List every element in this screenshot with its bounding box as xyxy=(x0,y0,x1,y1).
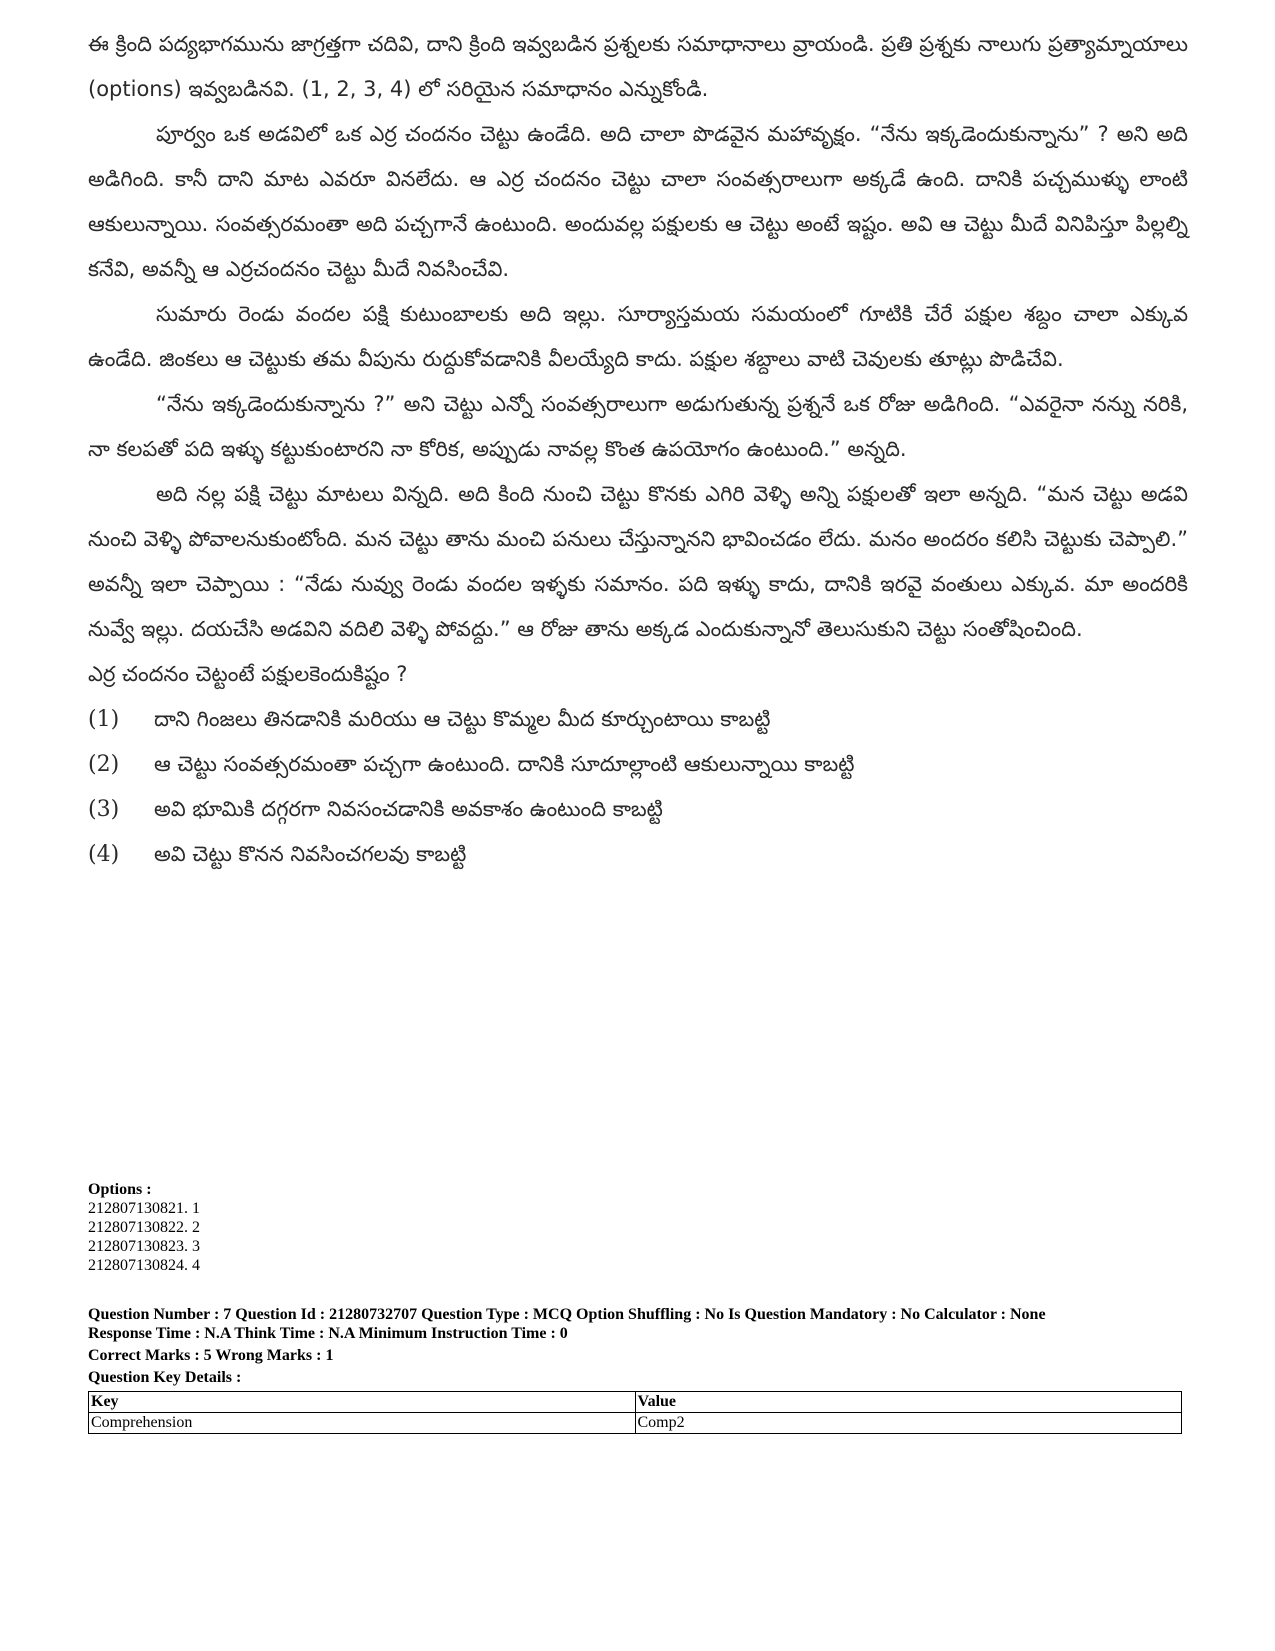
response-time-line: Response Time : N.A Think Time : N.A Minimum Instruction Time : 0 xyxy=(88,1325,568,1342)
option-id: 212807130824. 4 xyxy=(88,1257,200,1274)
answer-choice xyxy=(88,697,1188,742)
table-cell: Comprehension xyxy=(89,1413,636,1434)
answer-choice xyxy=(88,787,1188,832)
choice-text: ఆ చెట్టు సంవత్సరమంతా పచ్చగా ఉంటుంది. దానికి సూదూల్లాంటి ఆకులున్నాయి కాబట్టి xyxy=(154,752,855,776)
telugu-passage-image xyxy=(88,22,1188,877)
option-id: 212807130822. 2 xyxy=(88,1219,200,1236)
option-id: 212807130821. 1 xyxy=(88,1200,200,1217)
table-row xyxy=(89,1413,1182,1434)
story-paragraph: “నేను ఇక్కడెందుకున్నాను ?” అని చెట్టు ఎన్నో సంవత్సరాలుగా అడుగుతున్న ప్రశ్ననే ఒక రోజు అడిగింది. “ఎవరైనా నన్ను నరికి, నా కలపతో పది ఇళ్ళు కట్టుకుంటారని నా కోరిక, అప్పుడు నావల్ల కొంత ఉపయోగం ఉంటుంది.” అన్నది. xyxy=(88,392,1188,461)
question-info-line: Question Number : 7 Question Id : 21280732707 Question Type : MCQ Option Shuffling : No Is Question Mandatory : No Calculator : None xyxy=(88,1306,1046,1323)
answer-choice xyxy=(88,832,1188,877)
table-header-row xyxy=(89,1392,1182,1413)
choice-text: అవి భూమికి దగ్గరగా నివసంచడానికి అవకాశం ఉంటుంది కాబట్టి xyxy=(154,797,663,821)
story-paragraph: పూర్వం ఒక అడవిలో ఒక ఎర్ర చందనం చెట్టు ఉండేది. అది చాలా పొడవైన మహావృక్షం. “నేను ఇక్కడెందుకున్నాను” ? అని అది అడిగింది. కానీ దాని మాట ఎవరూ వినలేదు. ఆ ఎర్ర చందనం చెట్టు చాలా సంవత్సరాలుగా అక్కడే ఉంది. దానికి పచ్చముళ్ళు లాంటి ఆకులున్నాయి. సంవత్సరమంతా అది పచ్చగానే ఉంటుంది. అందువల్ల పక్షులకు ఆ చెట్టు అంటే ఇష్టం. అవి ఆ చెట్టు మీదే వినిపిస్తూ పిల్లల్ని కనేవి, అవన్నీ ఆ ఎర్రచందనం చెట్టు మీదే నివసించేవి. xyxy=(88,122,1188,281)
question-metadata xyxy=(88,1180,1198,1434)
choice-number: (2) xyxy=(88,752,120,777)
choice-text: అవి చెట్టు కొనన నివసించగలవు కాబట్టి xyxy=(154,842,467,866)
key-details-label: Question Key Details : xyxy=(88,1369,242,1386)
choice-number: (1) xyxy=(88,707,120,732)
instruction-text: ఈ క్రింది పద్యభాగమును జాగ్రత్తగా చదివి, దాని క్రింది ఇవ్వబడిన ప్రశ్నలకు సమాధానాలు వ్రాయండి. ప్రతి ప్రశ్నకు నాలుగు ప్రత్యామ్నాయాలు (options) ఇవ్వబడినవి. (1, 2, 3, 4) లో సరియైన సమాధానం ఎన్నుకోండి. xyxy=(88,32,1188,101)
question-text: ఎర్ర చందనం చెట్టంటే పక్షులకెందుకిష్టం ? xyxy=(88,662,408,686)
story-paragraph: అది నల్ల పక్షి చెట్టు మాటలు విన్నది. అది కింది నుంచి చెట్టు కొనకు ఎగిరి వెళ్ళి అన్ని పక్షులతో ఇలా అన్నది. “మన చెట్టు అడవి నుంచి వెళ్ళి పోవాలనుకుంటోంది. మన చెట్టు తాను మంచి పనులు చేస్తున్నానని భావించడం లేదు. మనం అందరం కలిసి చెట్టుకు చెప్పాలి.” అవన్నీ ఇలా చెప్పాయి : “నేడు నువ్వు రెండు వందల ఇళ్ళకు సమానం. పది ఇళ్ళు కాదు, దానికి ఇరవై వంతులు ఎక్కువ. మా అందరికి నువ్వే ఇల్లు. దయచేసి అడవిని వదిలి వెళ్ళి పోవద్దు.” ఆ రోజు తాను అక్కడ ఎందుకున్నానో తెలుసుకుని చెట్టు సంతోషించింది. xyxy=(88,482,1188,641)
choice-number: (3) xyxy=(88,797,120,822)
choice-text: దాని గింజలు తినడానికి మరియు ఆ చెట్టు కొమ్మల మీద కూర్చుంటాయి కాబట్టి xyxy=(154,707,771,731)
table-header-cell: Key xyxy=(89,1392,636,1413)
table-cell: Comp2 xyxy=(635,1413,1182,1434)
marks-line: Correct Marks : 5 Wrong Marks : 1 xyxy=(88,1347,334,1364)
key-details-table xyxy=(88,1391,1182,1434)
answer-choice xyxy=(88,742,1188,787)
options-label: Options : xyxy=(88,1181,152,1198)
choice-number: (4) xyxy=(88,842,120,867)
table-header-cell: Value xyxy=(635,1392,1182,1413)
story-paragraph: సుమారు రెండు వందల పక్షి కుటుంబాలకు అది ఇల్లు. సూర్యాస్తమయ సమయంలో గూటికి చేరే పక్షుల శబ్దం చాలా ఎక్కువ ఉండేది. జింకలు ఆ చెట్టుకు తమ వీపును రుద్దుకోవడానికి వీలయ్యేది కాదు. పక్షుల శబ్దాలు వాటి చెవులకు తూట్లు పొడిచేవి. xyxy=(88,302,1188,371)
option-id: 212807130823. 3 xyxy=(88,1238,200,1255)
options-list xyxy=(88,1199,1198,1275)
